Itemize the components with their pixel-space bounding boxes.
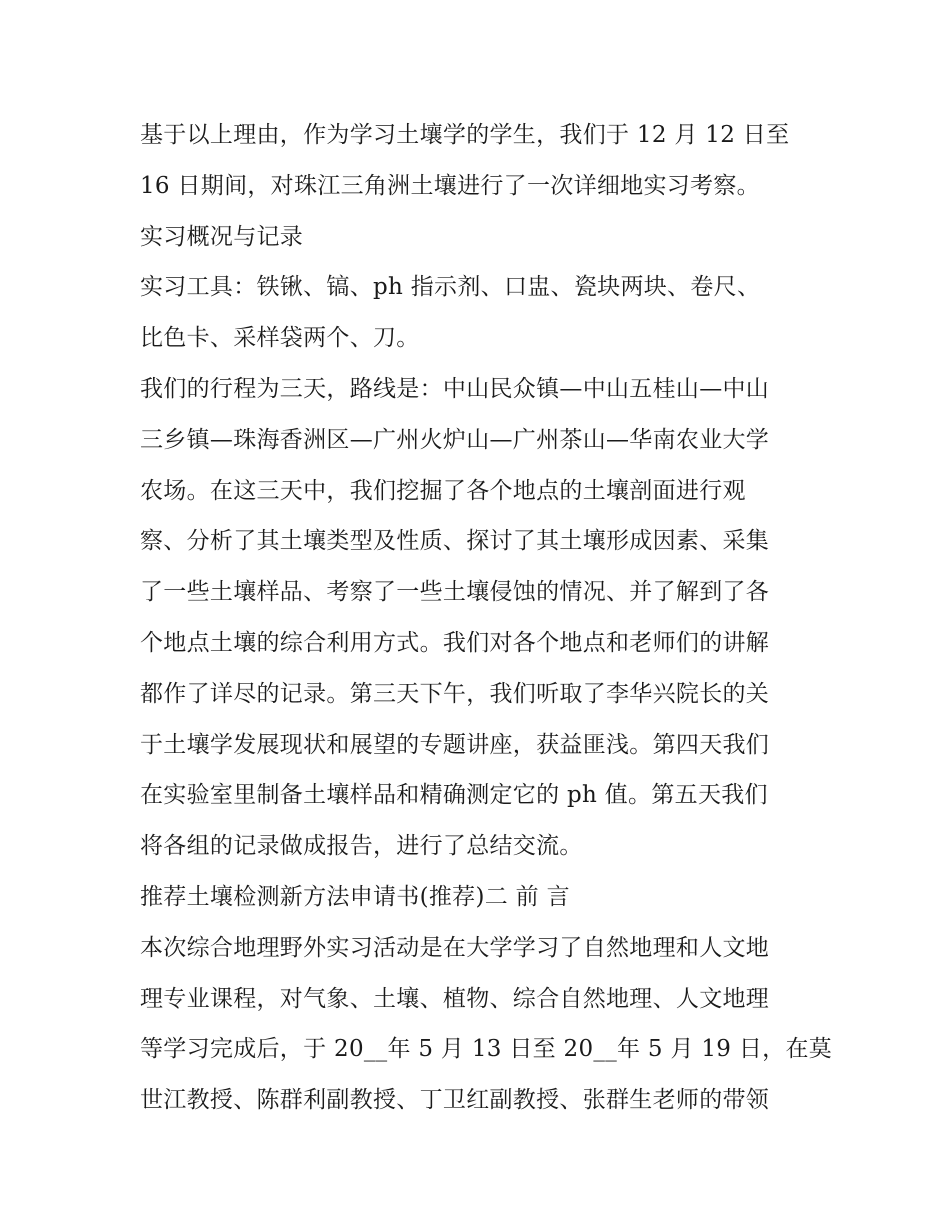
document-body xyxy=(140,110,833,1126)
text-line-10: 了一些土壤样品、考察了一些土壤侵蚀的情况、并了解到了各 xyxy=(140,579,770,606)
text-line-11: 个地点土壤的综合利用方式。我们对各个地点和老师们的讲解 xyxy=(140,629,770,656)
text-line-14: 在实验室里制备土壤样品和精确测定它的 ph 值。第五天我们 xyxy=(140,782,768,809)
section-heading-preface: 推荐土壤检测新方法申请书(推荐)二 前 言 xyxy=(140,883,570,910)
text-line-17: 本次综合地理野外实习活动是在大学学习了自然地理和人文地 xyxy=(140,934,770,961)
text-line-20: 世江教授、陈群利副教授、丁卫红副教授、张群生老师的带领 xyxy=(140,1087,770,1114)
text-line-7: 三乡镇—珠海香洲区—广州火炉山—广州茶山—华南农业大学 xyxy=(140,426,770,453)
text-line-1: 基于以上理由，作为学习土壤学的学生，我们于 12 月 12 日至 xyxy=(140,122,790,148)
text-line-5: 比色卡、采样袋两个、刀。 xyxy=(140,325,420,352)
text-line-8: 农场。在这三天中，我们挖掘了各个地点的土壤剖面进行观 xyxy=(140,477,746,504)
text-line-12: 都作了详尽的记录。第三天下午，我们听取了李华兴院长的关 xyxy=(140,680,770,707)
text-line-2: 16 日期间，对珠江三角洲土壤进行了一次详细地实习考察。 xyxy=(140,172,760,199)
text-line-4: 实习工具：铁锹、镐、ph 指示剂、口盅、瓷块两块、卷尺、 xyxy=(140,274,761,301)
section-heading-overview: 实习概况与记录 xyxy=(140,223,304,250)
text-line-15: 将各组的记录做成报告，进行了总结交流。 xyxy=(140,833,583,860)
text-line-6: 我们的行程为三天，路线是：中山民众镇—中山五桂山—中山 xyxy=(140,375,770,402)
text-line-18: 理专业课程，对气象、土壤、植物、综合自然地理、人文地理 xyxy=(140,985,770,1012)
text-line-19: 等学习完成后，于 20__年 5 月 13 日至 20__年 5 月 19 日，在莫 xyxy=(140,1036,833,1063)
text-line-13: 于土壤学发展现状和展望的专题讲座，获益匪浅。第四天我们 xyxy=(140,731,770,758)
text-line-9: 察、分析了其土壤类型及性质、探讨了其土壤形成因素、采集 xyxy=(140,528,770,555)
